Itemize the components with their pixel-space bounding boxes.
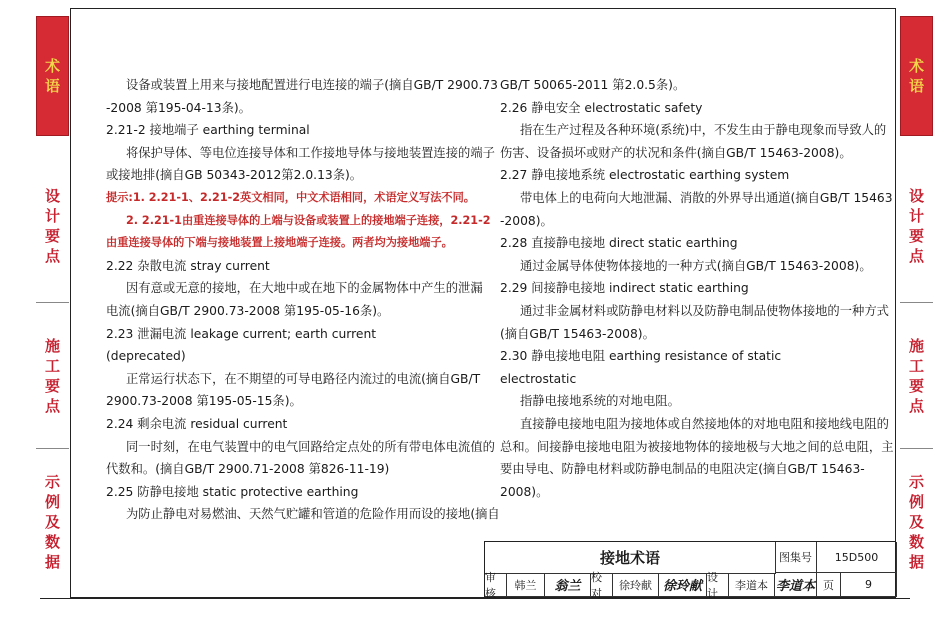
text-line: 代数和。(摘自GB/T 2900.71-2008 第826-11-19) (106, 462, 390, 477)
text-line: 2900.73-2008 第195-05-15条)。 (106, 394, 302, 409)
tab-char: 术 (908, 57, 924, 75)
reviewer-signature: 翁兰 (545, 573, 591, 597)
term-heading: 2.22 杂散电流 stray current (106, 258, 270, 273)
tab-char: 设 (908, 187, 924, 205)
page-number: 9 (841, 573, 897, 597)
check-label: 校对 (591, 573, 613, 597)
tab-char: 及 (908, 513, 924, 531)
tab-char: 工 (44, 357, 60, 375)
text-line: electrostatic (500, 371, 577, 386)
atlas-no: 15D500 (817, 542, 897, 573)
tab-char: 要 (908, 227, 924, 245)
tab-char: 计 (908, 207, 924, 225)
tab-char: 要 (44, 377, 60, 395)
text-line: 伤害、设备损坏或财产的状况和条件(摘自GB/T 15463-2008)。 (500, 145, 852, 160)
tab-char: 例 (44, 493, 60, 511)
text-line: -2008 第195-04-13条)。 (106, 100, 251, 115)
term-heading: 2.29 间接静电接地 indirect static earthing (500, 281, 749, 296)
tab-construction-points[interactable] (36, 316, 69, 436)
tab-char: 要 (44, 227, 60, 245)
tab-terminology[interactable] (900, 16, 933, 136)
text-line: 指静电接地系统的对地电阻。 (520, 394, 680, 409)
text-line: 为防止静电对易燃油、天然气贮罐和管道的危险作用而设的接地(摘自 (126, 507, 500, 522)
text-line: 总和。间接静电接地电阻为被接地物体的接地极与大地之间的总电阻，主 (500, 439, 894, 454)
text-line: 正常运行状态下，在不期望的可导电路径内流过的电流(摘自GB/T (126, 371, 481, 386)
text-line: -2008)。 (500, 213, 553, 228)
tab-examples-data[interactable] (36, 462, 69, 582)
term-heading: 2.25 防静电接地 static protective earthing (106, 484, 359, 499)
checker-signature: 徐玲献 (659, 573, 707, 597)
text-line: (deprecated) (106, 349, 186, 364)
tab-char: 点 (908, 397, 924, 415)
text-line: 带电体上的电荷向大地泄漏、消散的外界导出通道(摘自GB/T 15463 (520, 190, 893, 205)
atlas-no-label: 图集号 (775, 542, 817, 573)
tab-char: 据 (44, 553, 60, 571)
note-line: 由重连接导体的下端与接地装置上接地端子连接。两者均为接地端子。 (106, 236, 453, 250)
tab-char: 要 (908, 377, 924, 395)
term-heading: 2.30 静电接地电阻 earthing resistance of static (500, 349, 782, 364)
text-line: 因有意或无意的接地，在大地中或在地下的金属物体中产生的泄漏 (126, 281, 483, 296)
tab-char: 据 (908, 553, 924, 571)
term-heading: 2.26 静电安全 electrostatic safety (500, 100, 703, 115)
text-line: 同一时刻，在电气装置中的电气回路给定点处的所有带电体电流值的 (126, 439, 495, 454)
text-line: 电流(摘自GB/T 2900.73-2008 第195-05-16条)。 (106, 303, 390, 318)
tab-design-points[interactable] (900, 166, 933, 286)
tab-separator (900, 448, 933, 449)
tab-char: 示 (44, 473, 60, 491)
tab-char: 及 (44, 513, 60, 531)
tab-terminology[interactable] (36, 16, 69, 136)
text-line: 通过非金属材料或防静电材料以及防静电制品使物体接地的一种方式 (520, 303, 889, 318)
text-line: 设备或装置上用来与接地配置进行电连接的端子(摘自GB/T 2900.73 (126, 78, 499, 92)
checker-name: 徐玲献 (613, 573, 659, 597)
tab-char: 示 (908, 473, 924, 491)
designer-name: 李道本 (729, 573, 775, 597)
term-heading: 2.21-2 接地端子 earthing terminal (106, 123, 310, 138)
tab-char: 点 (908, 247, 924, 265)
reviewer-name: 韩兰 (507, 573, 545, 597)
text-line: 2008)。 (500, 484, 549, 499)
tab-design-points[interactable] (36, 166, 69, 286)
tab-char: 施 (44, 337, 60, 355)
tab-char: 数 (908, 533, 924, 551)
text-line: 将保护导体、等电位连接导体和工作接地导体与接地装置连接的端子 (126, 145, 495, 160)
tab-char: 施 (908, 337, 924, 355)
tab-char: 术 (44, 57, 60, 75)
term-heading: 2.27 静电接地系统 electrostatic earthing system (500, 168, 790, 183)
text-line: (摘自GB/T 15463-2008)。 (500, 326, 655, 341)
tab-char: 语 (908, 77, 924, 95)
note-line: 2. 2.21-1由重连接导体的上端与设备或装置上的接地端子连接，2.21-2 (126, 213, 491, 227)
tab-separator (36, 302, 69, 303)
tab-char: 工 (908, 357, 924, 375)
text-line: 或接地排(摘自GB 50343-2012第2.0.13条)。 (106, 168, 363, 183)
page-label: 页 (817, 573, 841, 597)
title-block (484, 541, 896, 598)
text-line: 通过金属导体使物体接地的一种方式(摘自GB/T 15463-2008)。 (520, 258, 872, 273)
tab-examples-data[interactable] (900, 462, 933, 582)
term-heading: 2.28 直接静电接地 direct static earthing (500, 236, 738, 251)
left-text-column (106, 74, 500, 526)
text-line: GB/T 50065-2011 第2.0.5条)。 (500, 78, 686, 92)
tab-char: 点 (44, 397, 60, 415)
bottom-rule (40, 598, 910, 599)
tab-char: 数 (44, 533, 60, 551)
tab-construction-points[interactable] (900, 316, 933, 436)
design-label: 设计 (707, 573, 729, 597)
tab-char: 语 (44, 77, 60, 95)
text-line: 直接静电接地电阻为接地体或自然接地体的对地电阻和接地线电阻的 (520, 416, 889, 431)
note-line: 提示:1. 2.21-1、2.21-2英文相同，中文术语相同，术语定义写法不同。 (106, 190, 475, 204)
right-text-column (500, 74, 894, 503)
review-label: 审核 (485, 573, 507, 597)
term-heading: 2.24 剩余电流 residual current (106, 416, 288, 431)
tab-separator (900, 302, 933, 303)
tab-char: 点 (44, 247, 60, 265)
tab-char: 计 (44, 207, 60, 225)
tab-char: 例 (908, 493, 924, 511)
drawing-title: 接地术语 (485, 542, 776, 574)
term-heading: 2.23 泄漏电流 leakage current; earth current (106, 326, 377, 341)
tab-char: 设 (44, 187, 60, 205)
designer-signature: 李道本 (775, 573, 817, 597)
tab-separator (36, 448, 69, 449)
text-line: 要由导电、防静电材料或防静电制品的电阻决定(摘自GB/T 15463- (500, 462, 865, 477)
text-line: 指在生产过程及各种环境(系统)中，不发生由于静电现象而导致人的 (520, 123, 887, 138)
